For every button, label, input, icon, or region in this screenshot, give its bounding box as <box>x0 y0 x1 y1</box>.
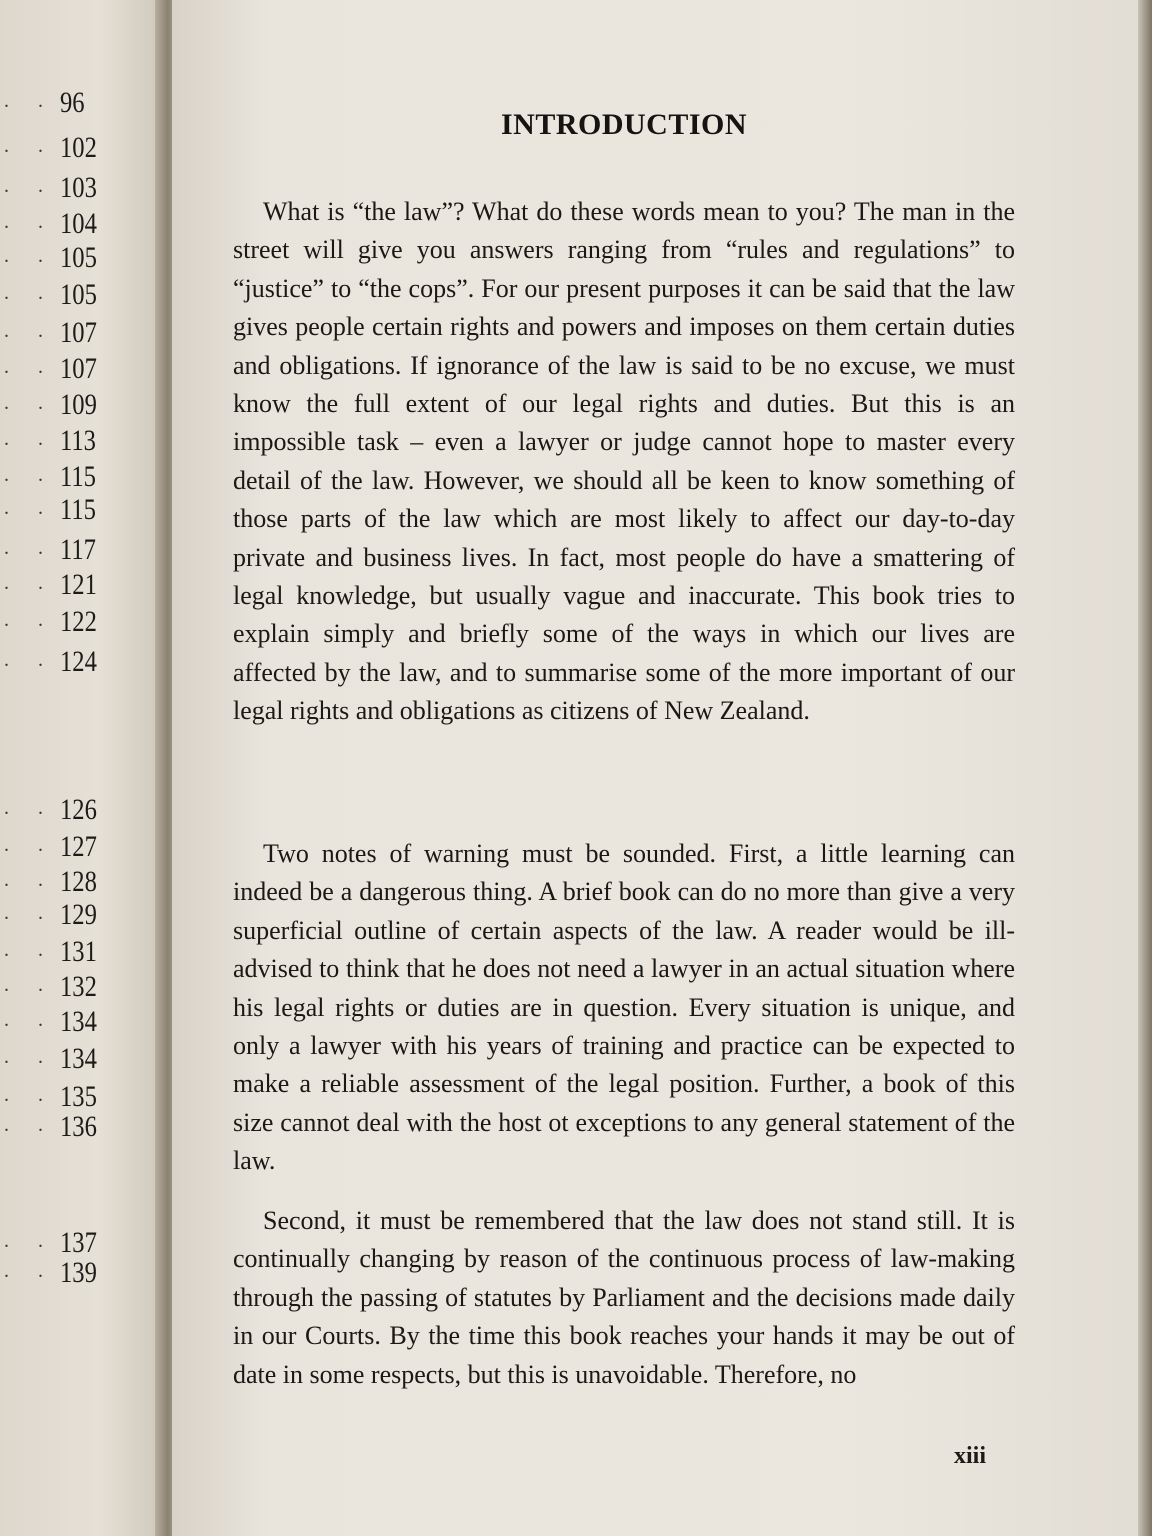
toc-entry <box>0 1256 160 1288</box>
toc-entry <box>0 865 160 897</box>
toc-entry <box>0 316 160 348</box>
toc-page-number: 122 <box>60 605 97 638</box>
toc-page-number: 115 <box>60 493 96 526</box>
toc-page-number: 115 <box>60 460 96 493</box>
toc-entry <box>0 830 160 862</box>
leader-dots: . . <box>4 797 55 819</box>
page-title: INTRODUCTION <box>500 108 748 141</box>
toc-page-number: 137 <box>60 1226 97 1259</box>
toc-page-number: 132 <box>60 970 97 1003</box>
toc-page-number: 121 <box>60 568 97 601</box>
leader-dots: . . <box>4 1114 55 1136</box>
leader-dots: . . <box>4 939 55 961</box>
toc-entry <box>0 460 160 492</box>
leader-dots: . . <box>4 1260 55 1282</box>
toc-entry <box>0 388 160 420</box>
toc-page-number: 103 <box>60 171 97 204</box>
toc-page-number: 117 <box>60 533 96 566</box>
leader-dots: . . <box>4 974 55 996</box>
toc-entry <box>0 171 160 203</box>
leader-dots: . . <box>4 1084 55 1106</box>
leader-dots: . . <box>4 282 55 304</box>
toc-page-number: 104 <box>60 207 97 240</box>
page-number: xiii <box>954 1443 987 1469</box>
toc-entry <box>0 86 160 118</box>
toc-page-number: 127 <box>60 830 97 863</box>
left-page-contents <box>0 0 163 1536</box>
toc-entry <box>0 1005 160 1037</box>
leader-dots: . . <box>4 869 55 891</box>
toc-page-number: 124 <box>60 645 97 678</box>
toc-entry <box>0 1080 160 1112</box>
leader-dots: . . <box>4 497 55 519</box>
leader-dots: . . <box>4 1009 55 1031</box>
toc-entry <box>0 278 160 310</box>
leader-dots: . . <box>4 320 55 342</box>
toc-page-number: 113 <box>60 424 96 457</box>
toc-page-number: 135 <box>60 1080 97 1113</box>
toc-entry <box>0 645 160 677</box>
leader-dots: . . <box>4 1046 55 1068</box>
toc-page-number: 128 <box>60 865 97 898</box>
toc-page-number: 126 <box>60 793 97 826</box>
leader-dots: . . <box>4 902 55 924</box>
leader-dots: . . <box>4 90 55 112</box>
leader-dots: . . <box>4 356 55 378</box>
toc-page-number: 139 <box>60 1256 97 1289</box>
toc-page-number: 136 <box>60 1110 97 1143</box>
toc-page-number: 96 <box>60 86 85 119</box>
toc-entry <box>0 131 160 163</box>
toc-entry <box>0 1226 160 1258</box>
toc-entry <box>0 935 160 967</box>
toc-entry <box>0 898 160 930</box>
toc-page-number: 105 <box>60 241 97 274</box>
toc-page-number: 129 <box>60 898 97 931</box>
body-paragraph: What is “the law”? What do these words mean to you? The man in the street will give you answers ranging from “rules and regulations” to “justice” to “the cops”. For our present purposes it can be said that the law gives people certain rights and powers and imposes on them certain duties and obligations. If ignorance of the law is said to be no excuse, we must know the full extent of our legal rights and duties. But this is an impossible task – even a lawyer or judge cannot hope to master every detail of the law. However, we should all be keen to know something of those parts of the law which are most likely to affect our day-to-day private and business lives. In fact, most people do have a smattering of legal knowledge, but usually vague and inaccurate. This book tries to explain simply and briefly some of the ways in which our lives are affected by the law, and to summarise some of the more important of our legal rights and obligations as citizens of New Zealand. <box>233 197 1015 726</box>
toc-entry <box>0 241 160 273</box>
leader-dots: . . <box>4 537 55 559</box>
leader-dots: . . <box>4 464 55 486</box>
toc-entry <box>0 1042 160 1074</box>
toc-entry <box>0 970 160 1002</box>
leader-dots: . . <box>4 392 55 414</box>
leader-dots: . . <box>4 572 55 594</box>
toc-page-number: 134 <box>60 1005 97 1038</box>
toc-page-number: 107 <box>60 352 97 385</box>
toc-entry <box>0 424 160 456</box>
page-edge <box>1138 0 1152 1536</box>
toc-page-number: 102 <box>60 131 97 164</box>
toc-entry <box>0 793 160 825</box>
leader-dots: . . <box>4 245 55 267</box>
leader-dots: . . <box>4 609 55 631</box>
leader-dots: . . <box>4 211 55 233</box>
toc-entry <box>0 605 160 637</box>
body-paragraph: Second, it must be remembered that the law does not stand still. It is continually changing by reason of the continuous process of law-making through the passing of statutes by Parliament and the decisions made daily in our Courts. By the time this book reaches your hands it may be out of date in some respects, but this is unavoidable. Therefore, no <box>233 1206 1015 1389</box>
leader-dots: . . <box>4 649 55 671</box>
toc-page-number: 134 <box>60 1042 97 1075</box>
toc-entry <box>0 352 160 384</box>
toc-page-number: 107 <box>60 316 97 349</box>
toc-entry <box>0 493 160 525</box>
leader-dots: . . <box>4 135 55 157</box>
toc-entry <box>0 207 160 239</box>
toc-page-number: 109 <box>60 388 97 421</box>
leader-dots: . . <box>4 175 55 197</box>
leader-dots: . . <box>4 834 55 856</box>
toc-entry <box>0 568 160 600</box>
leader-dots: . . <box>4 1230 55 1252</box>
toc-page-number: 131 <box>60 935 97 968</box>
leader-dots: . . <box>4 428 55 450</box>
toc-entry <box>0 533 160 565</box>
body-paragraph: Two notes of warning must be sounded. First, a little learning can indeed be a dangerous thing. A brief book can do no more than give a very superficial outline of certain aspects of the law. A reader would be ill-advised to think that he does not need a lawyer in an actual situation where his legal rights or duties are in question. Every situation is unique, and only a lawyer with his years of training and practice can be expected to make a reliable assessment of the legal position. Further, a book of this size cannot deal with the host ot exceptions to any general statement of the law. <box>233 839 1015 1176</box>
toc-page-number: 105 <box>60 278 97 311</box>
toc-entry <box>0 1110 160 1142</box>
